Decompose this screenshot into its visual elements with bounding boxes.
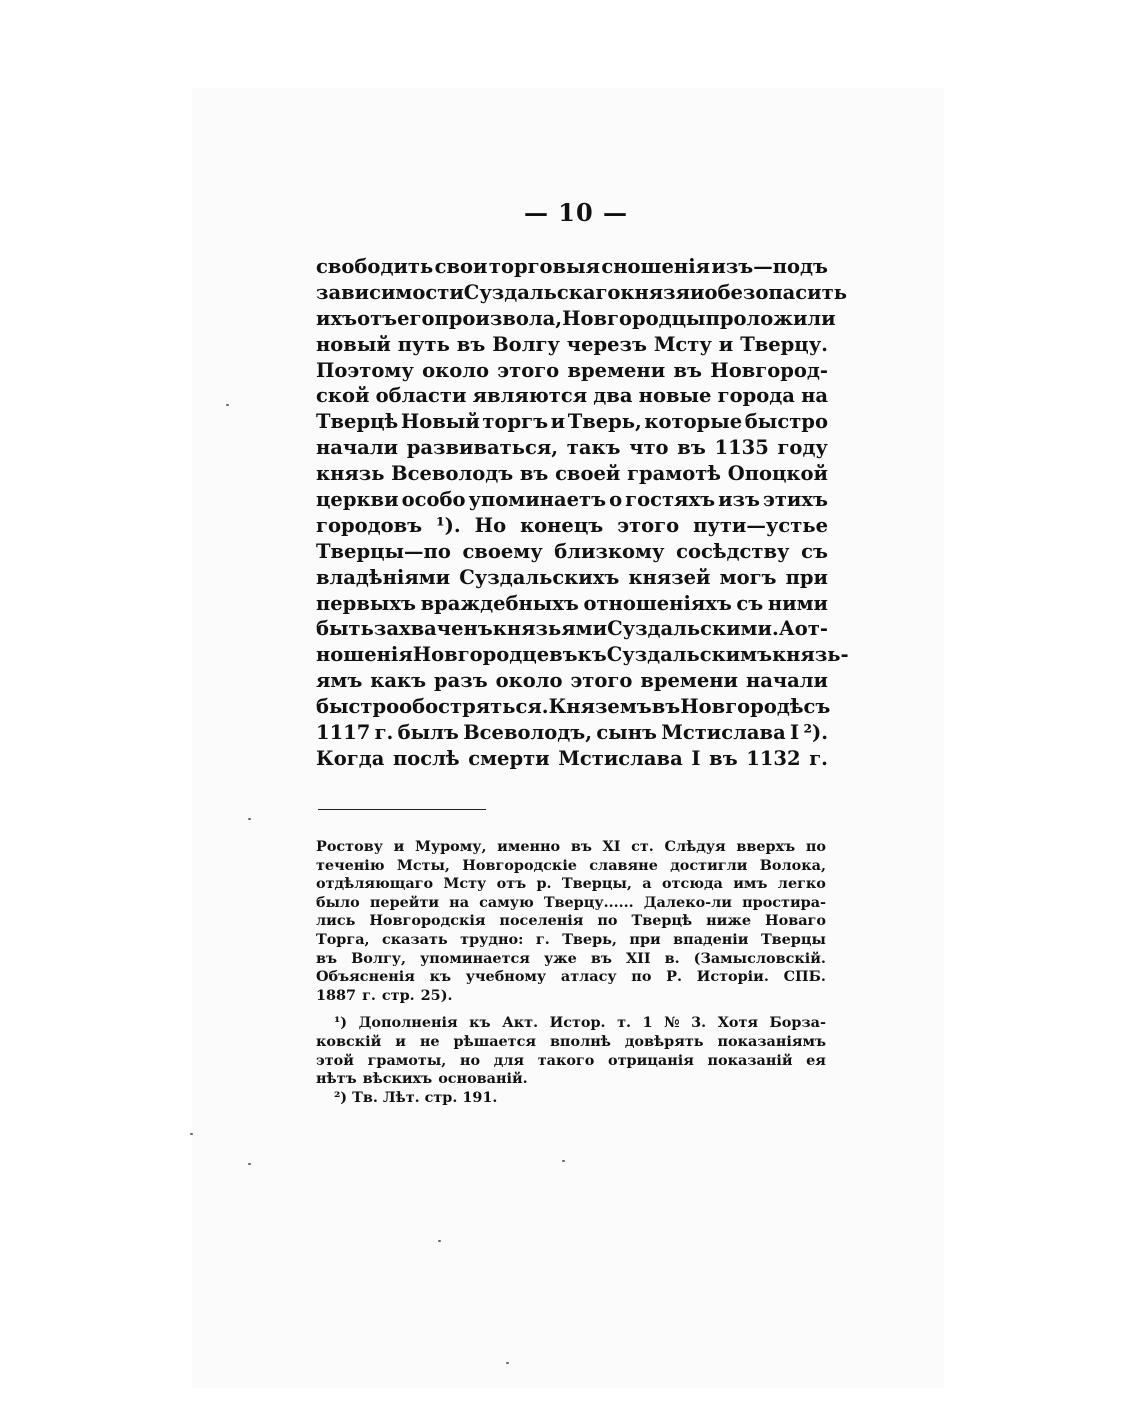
text-line: нѣтъ вѣскихъ основаній. [316,1070,528,1088]
text-line: зависимости Суздальскаго князя и обезопасить [316,280,847,304]
text-line: ямъ какъ разъ около этого времени начали [316,669,828,693]
text-line: Торга, сказать трудно: г. Тверь, при впаденіи Тверцы [316,930,826,948]
scan-speck [438,1240,441,1242]
text-line: 1887 г. стр. 25). [316,986,453,1004]
text-line: ношенія Новгородцевъ къ Суздальскимъ князь- [316,643,849,667]
footnotes [316,838,826,1107]
scan-speck [190,1133,193,1135]
text-line: теченію Мсты, Новгородскіе славяне достигли Волока, [316,856,826,874]
text-line: отдѣляющаго Мсту отъ р. Тверцы, а отсюда имъ легко [316,875,826,893]
footnote-2-text: ²) Тв. Лѣт. стр. 191. [334,1088,498,1106]
text-line: Поэтому около этого времени въ Новгород- [316,358,828,382]
footnote-continuation [316,838,826,1005]
text-line: лись Новгородскія поселенія по Тверцѣ ниже Новаго [316,912,826,930]
footnote-1 [316,1014,826,1088]
text-line: владѣніями Суздальскихъ князей могъ при [316,565,828,589]
text-line: 1117 г. былъ Всеволодъ, сынъ Мстислава I ²). [316,721,828,745]
text-line: ской области являются два новые города на [316,384,828,408]
text-line: Тверцѣ Новый торгъ и Тверь, которые быстро [316,410,828,434]
text-line: было перейти на самую Тверцу...... Далеко-ли простира- [316,893,826,911]
page-number: — 10 — [523,198,629,227]
text-line: Ростову и Мурому, именно въ XI ст. Слѣдуя вверхъ по [316,838,826,855]
text-line: этой грамоты, но для такого отрицанія показаній ея [316,1051,826,1069]
scan-speck [248,1163,251,1165]
main-text [316,254,849,772]
text-line: ихъ отъ его произвола, Новгородцы проложили [316,306,836,330]
scan-speck [226,404,229,406]
text-line: ¹) Дополненія къ Акт. Истор. т. 1 № 3. Хотя Борза- [334,1014,826,1032]
footnote-separator [318,809,486,810]
text-line: новый путь въ Волгу черезъ Мсту и Тверцу. [316,332,828,356]
text-line: городовъ ¹). Но конецъ этого пути—устье [316,513,828,537]
scan-speck [248,818,251,820]
scan-speck [506,1362,509,1364]
text-line: Когда послѣ смерти Мстислава I въ 1132 г. [316,746,828,770]
text-line: Объясненія къ учебному атласу по Р. Исторіи. СПБ. [316,968,826,986]
text-line: въ Волгу, упоминается уже въ XII в. (Замысловскій. [316,949,826,967]
scan-speck [562,1160,565,1162]
text-line: быть захваченъ князьями Суздальскими. А от- [316,617,828,641]
text-line: ковскій и не рѣшается вполнѣ довѣрять показаніямъ [316,1032,826,1050]
footnote-2 [316,1089,826,1108]
text-line: Тверцы—по своему близкому сосѣдству съ [316,539,828,563]
text-line: быстро обостряться. Княземъ въ Новгородѣ съ [316,695,831,719]
text-line: свободить свои торговыя сношенія изъ—подъ [316,255,828,278]
text-line: князь Всеволодъ въ своей грамотѣ Опоцкой [316,462,828,486]
text-line: церкви особо упоминаетъ о гостяхъ изъ этихъ [316,488,828,512]
text-line: первыхъ враждебныхъ отношеніяхъ съ ними [316,591,828,615]
text-line: начали развиваться, такъ что въ 1135 году [316,436,828,460]
